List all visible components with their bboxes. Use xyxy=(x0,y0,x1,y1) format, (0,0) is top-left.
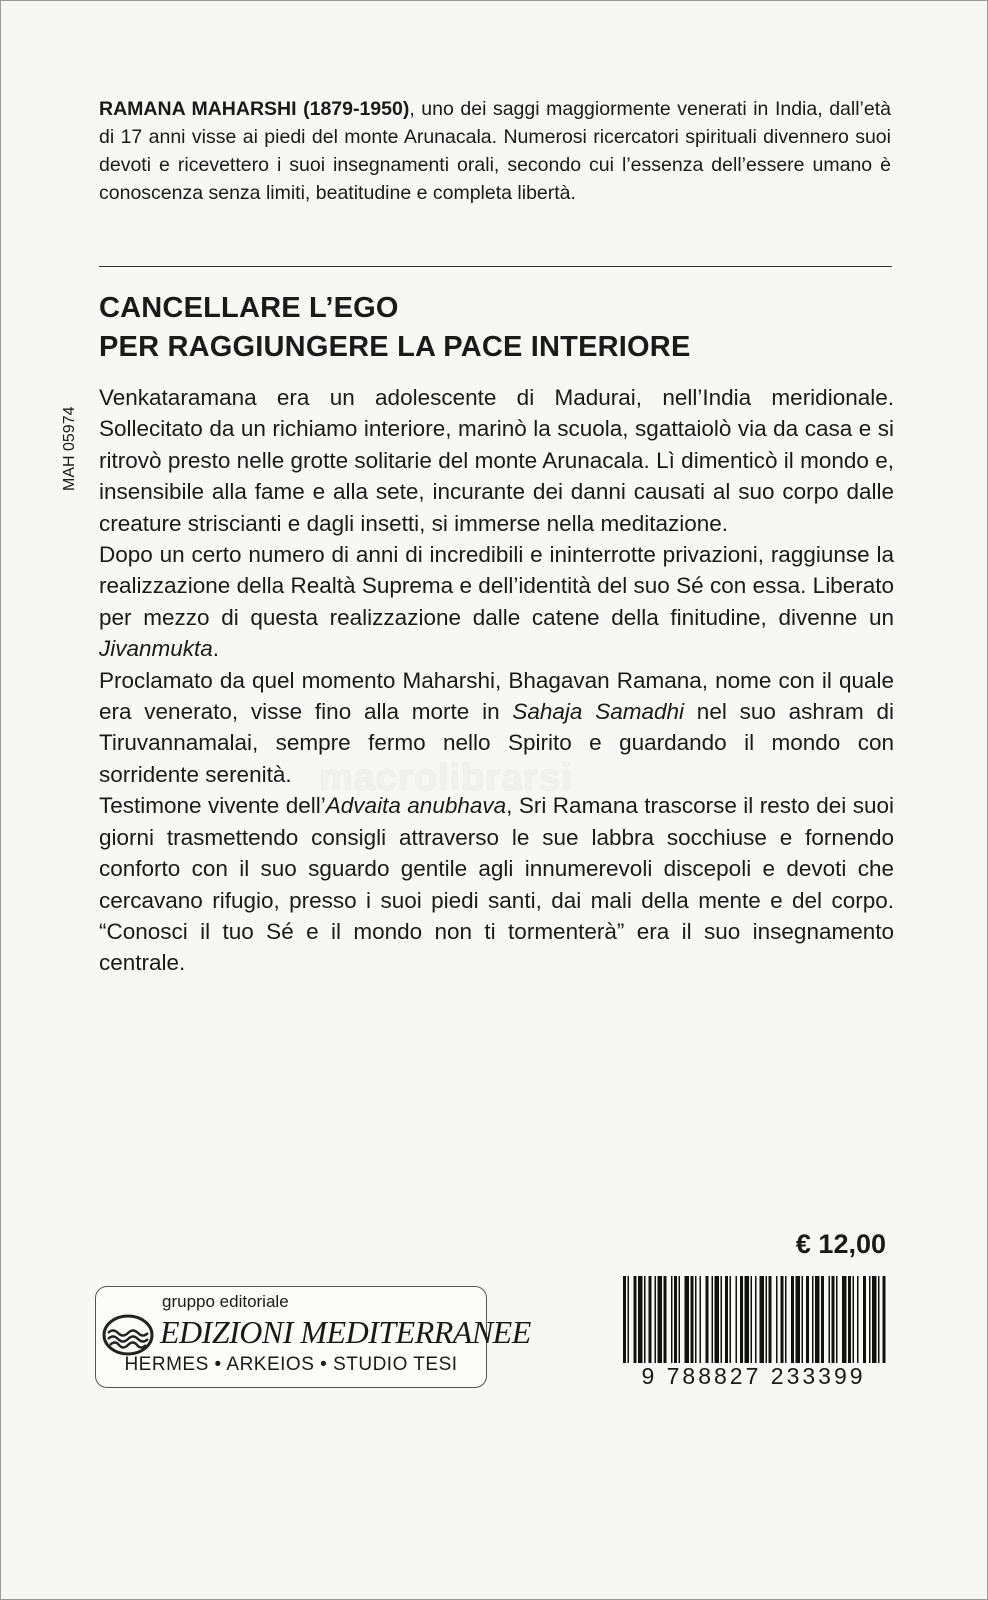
blurb-paragraph-1: Venkataramana era un adolescente di Madurai, nell’India meridionale. Sollecitato da un richiamo interiore, marinò la scuola, sgattaiolò via da casa e si ritrovò presto nelle grotte solitarie del monte Arunacala. Lì dimenticò il mondo e, insensibile alla fame e alla sete, incurante dei danni causati al suo corpo dalle creature striscianti e dagli insetti, si immerse nella meditazione. xyxy=(99,385,894,536)
author-name: RAMANA MAHARSHI (1879-1950) xyxy=(99,98,410,120)
blurb-paragraph-4: Testimone vivente dell’Advaita anubhava, Sri Ramana trascorse il resto dei suoi giorni trasmettendo consigli attraverso le sue labbra socchiuse e fornendo conforto con il suo sguardo gentile agli innumerevoli discepoli e devoti che cercavano rifugio, presso i suoi piedi santi, dai mali della mente e del corpo. “Conosci il tuo Sé e il mondo non ti tormenterà” era il suo insegnamento centrale. xyxy=(99,793,894,976)
term-jivanmukta: Jivanmukta xyxy=(99,636,213,662)
publisher-logo xyxy=(95,1286,531,1388)
publisher-name: EDIZIONI MEDITERRANEE xyxy=(160,1314,531,1350)
watermark: macrolibrarsi xyxy=(319,757,573,799)
author-bio xyxy=(99,95,891,207)
publisher-group-label: gruppo editoriale xyxy=(162,1292,289,1311)
divider-line xyxy=(99,266,892,267)
publisher-imprints: HERMES • ARKEIOS • STUDIO TESI xyxy=(124,1354,458,1375)
term-advaita-anubhava: Advaita anubhava xyxy=(325,793,507,819)
waves-circle-icon xyxy=(100,1313,156,1357)
isbn-number: 9 788827 233399 xyxy=(621,1363,886,1390)
headline-line-2: PER RAGGIUNGERE LA PACE INTERIORE xyxy=(99,331,691,363)
blurb-paragraph-2: Dopo un certo numero di anni di incredibili e ininterrotte privazioni, raggiunse la realizzazione della Realtà Suprema e dell’identità del suo Sé con essa. Liberato per mezzo di questa realizzazione dalle catene della finitudine, divenne un Jivanmukta. xyxy=(99,542,894,662)
term-sahaja-samadhi: Sahaja Samadhi xyxy=(512,699,685,725)
catalog-code: MAH 05974 xyxy=(61,406,78,491)
price: € 12,00 xyxy=(795,1229,886,1259)
blurb xyxy=(99,382,894,979)
blurb-paragraph-3: Proclamato da quel momento Maharshi, Bhagavan Ramana, nome con il quale era venerato, visse fino alla morte in Sahaja Samadhi nel suo ashram di Tiruvannamalai, sempre fermo nello Spirito e guardando il mondo con sorridente serenità. xyxy=(99,667,894,787)
author-bio-text: , uno dei saggi maggiormente venerati in India, dall’età di 17 anni visse ai piedi del monte Arunacala. Numerosi ricercatori spirituali divennero suoi devoti e ricevettero i suoi insegnamenti orali, secondo cui l’essenza dell’essere umano è conoscenza senza limiti, beatitudine e completa libertà. xyxy=(99,98,891,204)
headline-line-1: CANCELLARE L’EGO xyxy=(99,292,399,324)
headline xyxy=(99,289,899,367)
